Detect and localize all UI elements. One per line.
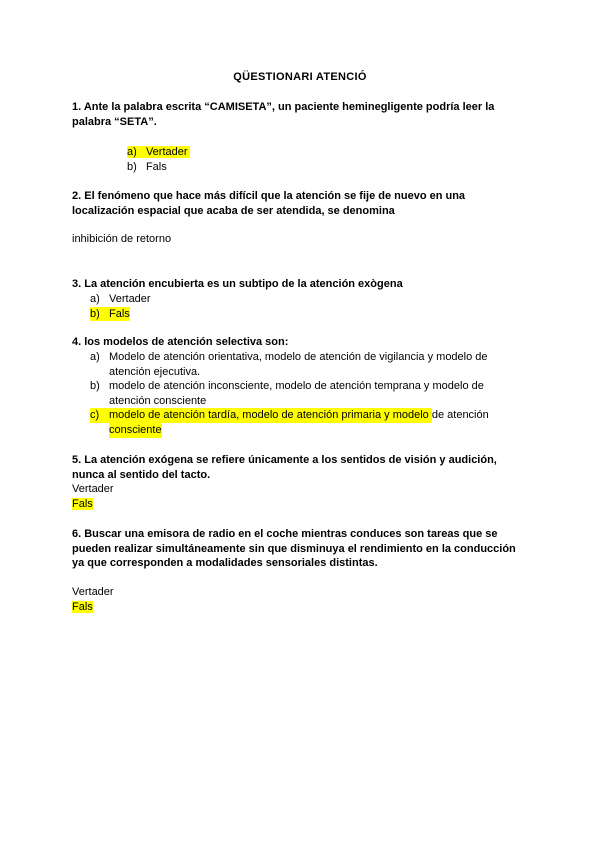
question-2-answer: inhibición de retorno	[72, 233, 172, 245]
option-b	[90, 379, 530, 394]
option-letter: a)	[90, 351, 100, 363]
question-5-options	[72, 482, 114, 511]
option-letter: a)	[127, 146, 137, 158]
question-1-line: 1. Ante la palabra escrita “CAMISETA”, un paciente heminegligente podría leer la	[72, 101, 495, 113]
question-3-options	[90, 292, 530, 321]
option-text: consciente	[109, 423, 162, 436]
option-letter: b)	[127, 160, 137, 173]
option-b-cont	[90, 394, 530, 409]
question-4-line: 4. los modelos de atención selectiva son:	[72, 336, 289, 348]
question-5-line: 5. La atención exógena se refiere únicamente a los sentidos de visión y audición,	[72, 454, 497, 466]
option-c-cont	[90, 423, 530, 438]
question-4	[72, 335, 288, 350]
option-fals: Fals	[72, 600, 93, 613]
question-4-options	[90, 350, 530, 438]
option-letter: b)	[90, 307, 100, 320]
option-a	[127, 145, 190, 160]
option-text: Vertader	[145, 146, 188, 158]
option-text: modelo de atención tardía, modelo de atención primaria y modelo de atención	[109, 409, 489, 422]
option-letter: c)	[90, 409, 100, 422]
option-fals: Fals	[72, 497, 93, 510]
option-text: modelo de atención inconsciente, modelo de atención temprana y modelo de	[109, 380, 484, 393]
question-2	[72, 189, 465, 218]
option-vertader: Vertader	[72, 483, 114, 495]
option-text: atención ejecutiva.	[109, 365, 201, 378]
option-letter: b)	[90, 380, 100, 393]
option-text: Fals	[145, 160, 167, 173]
question-6-line: ya que corresponden a modalidades sensoriales distintas.	[72, 557, 378, 570]
option-a-highlight	[127, 146, 190, 158]
option-text: Vertader	[109, 293, 151, 305]
page-title: QÜESTIONARI ATENCIÓ	[233, 71, 367, 83]
question-1-line: palabra “SETA”.	[72, 115, 157, 128]
option-a	[90, 350, 530, 365]
question-5	[72, 453, 497, 482]
question-6	[72, 527, 516, 571]
option-text: Fals	[109, 307, 130, 320]
option-text: Modelo de atención orientativa, modelo de atención de vigilancia y modelo de	[109, 351, 488, 363]
question-6-line: pueden realizar simultáneamente sin que disminuya el rendimiento en la conducción	[72, 542, 516, 555]
question-6-line: 6. Buscar una emisora de radio en el coche mientras conduces son tareas que se	[72, 528, 498, 540]
option-a	[90, 292, 530, 307]
question-2-line: 2. El fenómeno que hace más difícil que la atención se fije de nuevo en una	[72, 190, 466, 202]
option-a-cont	[90, 365, 530, 380]
option-vertader: Vertader	[72, 586, 114, 598]
question-2-line: localización espacial que acaba de ser atendida, se denomina	[72, 204, 395, 217]
question-5-line: nunca al sentido del tacto.	[72, 468, 211, 481]
question-3-line: 3. La atención encubierta es un subtipo de la atención exògena	[72, 278, 403, 290]
option-letter: a)	[90, 293, 100, 305]
option-b	[127, 160, 190, 175]
question-3	[72, 277, 403, 292]
question-6-options	[72, 585, 114, 614]
question-1	[72, 100, 494, 129]
question-1-options	[127, 145, 190, 174]
option-c	[90, 408, 530, 423]
option-b	[90, 307, 530, 322]
option-text: atención consciente	[109, 394, 207, 407]
